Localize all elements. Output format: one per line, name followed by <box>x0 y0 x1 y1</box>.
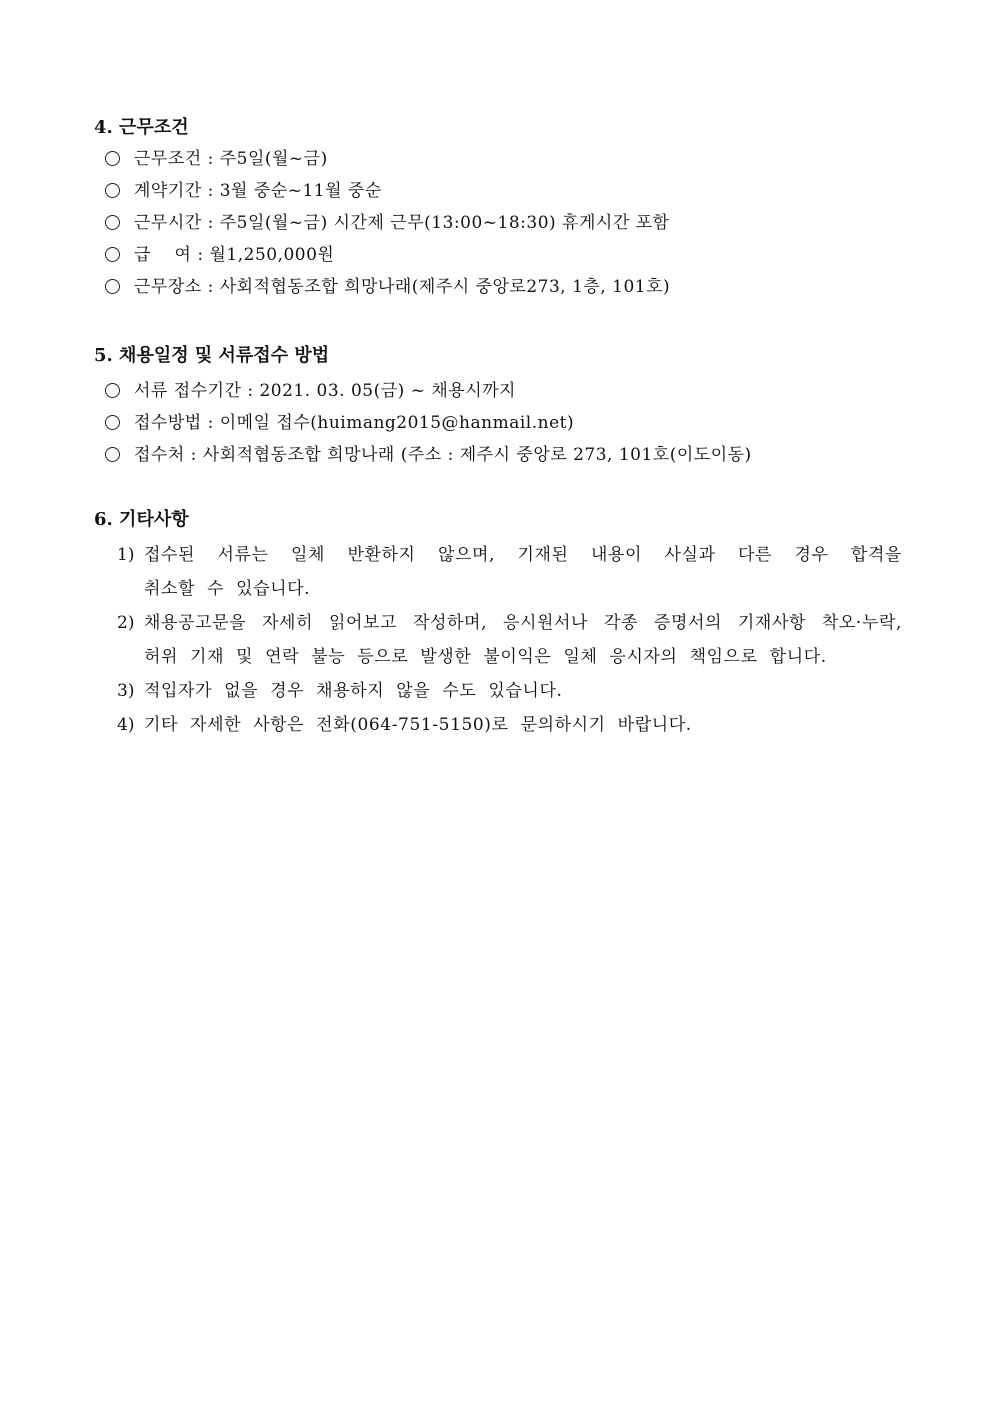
list-item <box>94 606 902 674</box>
list-item-text: 근무조건 : 주5일(월~금) <box>134 149 328 169</box>
list-item-text: 근무장소 : 사회적협동조합 희망나래(제주시 중앙로273, 1층, 101호) <box>134 277 671 297</box>
section-schedule-application <box>94 344 914 471</box>
list-item <box>94 538 902 606</box>
section-other-notes <box>94 508 914 742</box>
section-title: 4. 근무조건 <box>94 117 189 138</box>
circle-bullet-icon <box>105 279 120 294</box>
list-item-text: 근무시간 : 주5일(월~금) 시간제 근무(13:00~18:30) 휴게시간 포함 <box>134 213 670 233</box>
list-item-number: 2) <box>117 613 135 633</box>
circle-bullet-icon <box>105 383 120 398</box>
list-item-text: 적입자가 없을 경우 채용하지 않을 수도 있습니다. <box>144 681 563 701</box>
circle-bullet-icon <box>105 247 120 262</box>
section-work-conditions <box>94 116 914 303</box>
list-item <box>94 175 914 207</box>
list-item-text: 채용공고문을 자세히 읽어보고 작성하며, 응시원서나 각종 증명서의 기재사항 착오·누락, <box>144 613 902 633</box>
list-item-text: 급 여 : 월1,250,000원 <box>134 245 335 265</box>
list-item <box>94 674 902 708</box>
section-title: 5. 채용일정 및 서류접수 방법 <box>94 345 330 366</box>
list-item-number: 3) <box>117 681 135 701</box>
circle-bullet-icon <box>105 415 120 430</box>
circle-bullet-icon <box>105 215 120 230</box>
circle-bullet-icon <box>105 183 120 198</box>
circle-bullet-icon <box>105 447 120 462</box>
list-item-text: 접수된 서류는 일체 반환하지 않으며, 기재된 내용이 사실과 다른 경우 합격을 <box>144 545 902 565</box>
list-item <box>94 239 914 271</box>
list-item <box>94 375 914 407</box>
section-title: 6. 기타사항 <box>94 509 189 530</box>
list-item-text: 허위 기재 및 연락 불능 등으로 발생한 불이익은 일체 응시자의 책임으로 합니다. <box>144 647 827 667</box>
list-item <box>94 143 914 175</box>
list-item-text: 취소할 수 있습니다. <box>144 579 311 599</box>
bullet-list <box>94 143 914 303</box>
list-item-text: 계약기간 : 3월 중순~11월 중순 <box>134 181 382 201</box>
list-item-text: 서류 접수기간 : 2021. 03. 05(금) ~ 채용시까지 <box>134 381 516 401</box>
list-item <box>94 708 902 742</box>
list-item-text: 접수처 : 사회적협동조합 희망나래 (주소 : 제주시 중앙로 273, 101호(이도이동) <box>134 445 752 465</box>
list-item-text: 기타 자세한 사항은 전화(064-751-5150)로 문의하시기 바랍니다. <box>144 715 692 735</box>
list-item-number: 4) <box>117 715 135 735</box>
numbered-list <box>94 538 914 742</box>
list-item <box>94 207 914 239</box>
list-item <box>94 407 914 439</box>
list-item <box>94 271 914 303</box>
bullet-list <box>94 375 914 471</box>
list-item-text: 접수방법 : 이메일 접수(huimang2015@hanmail.net) <box>134 413 575 433</box>
circle-bullet-icon <box>105 151 120 166</box>
list-item-number: 1) <box>117 545 135 565</box>
list-item <box>94 439 914 471</box>
